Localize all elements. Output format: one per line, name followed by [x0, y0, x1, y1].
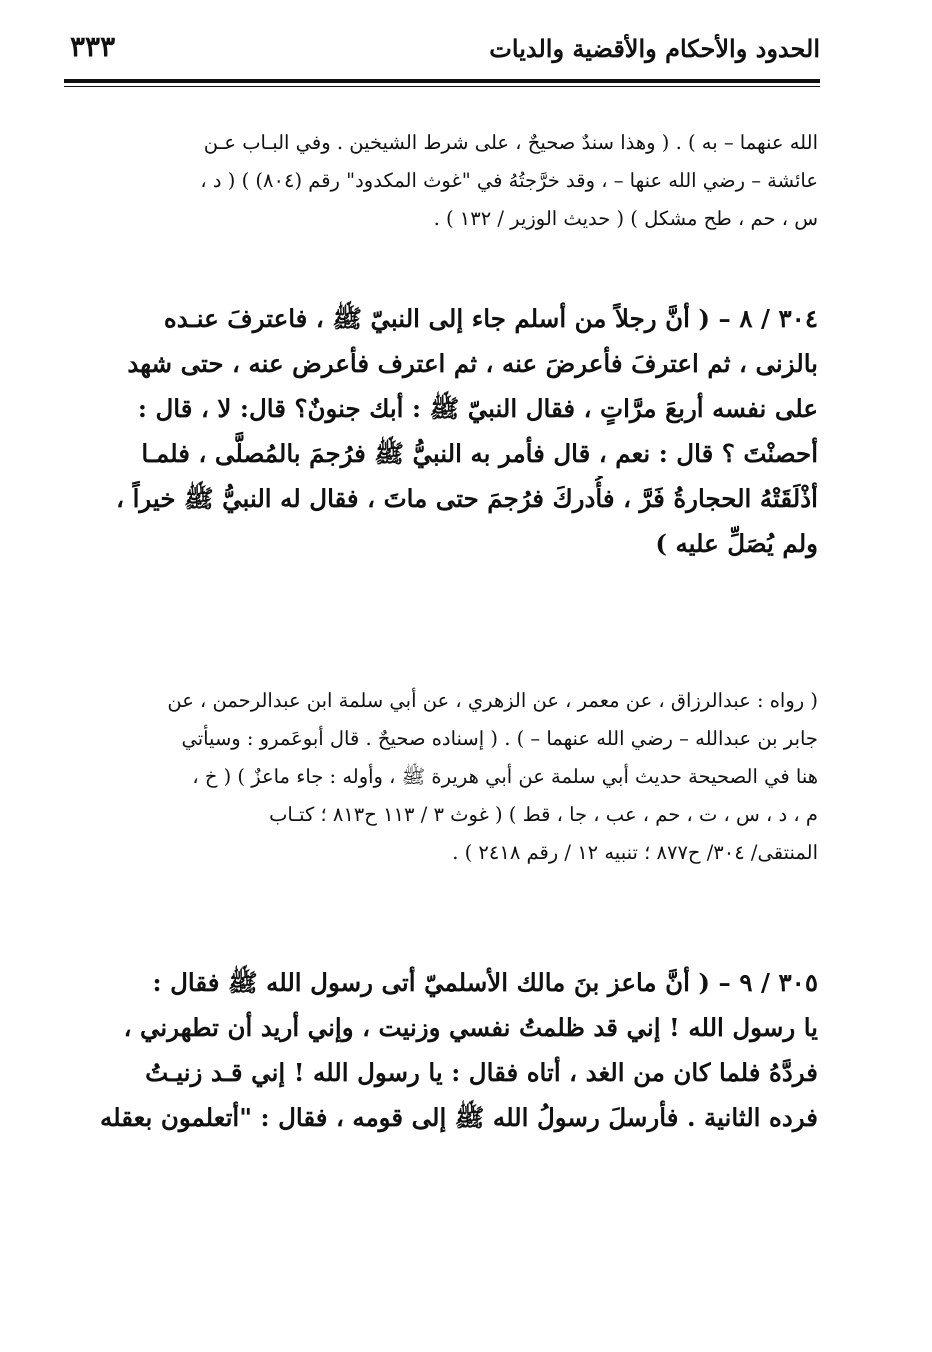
text-line: هنا في الصحيحة حديث أبي سلمة عن أبي هريرة ﷺ ، وأوله : جاء ماعزٌ ) ( خ ،: [192, 765, 818, 788]
text-line: ٣٠٤ / ٨ – ( أنَّ رجلاً من أسلم جاء إلى النبيّ ﷺ ، فاعترفَ عنـده: [163, 304, 818, 333]
text-line: على نفسه أربعَ مرَّاتٍ ، فقال النبيّ ﷺ : أبك جنونٌ؟ قال: لا ، قال :: [137, 394, 818, 423]
text-line: ( رواه : عبدالرزاق ، عن معمر ، عن الزهري ، عن أبي سلمة ابن عبدالرحمن ، عن: [167, 689, 818, 712]
text-line: المنتقى/ ٣٠٤/ ح٨٧٧ ؛ تنبيه ١٢ / رقم ٢٤١٨ ) .: [452, 841, 818, 864]
text-line: ولم يُصَلِّ عليه ): [655, 529, 818, 558]
text-line: بالزنى ، ثم اعترفَ فأعرضَ عنه ، ثم اعترف فأعرض عنه ، حتى شهد: [127, 349, 818, 378]
text-line: الله عنهما – به ) . ( وهذا سندٌ صحيحٌ ، على شرط الشيخين . وفي البـاب عـن: [203, 131, 818, 154]
text-line: أذْلَقَتْهُ الحجارةُ فَرَّ ، فأُدركَ فرُجمَ حتى ماتَ ، فقال له النبيُّ ﷺ خيراً ،: [116, 484, 818, 513]
reference-note-1: [66, 124, 818, 238]
reference-note-2: [66, 682, 818, 872]
running-header: [64, 28, 820, 76]
header-title: الحدود والأحكام والأقضية والديات: [489, 34, 820, 63]
text-line: يا رسول الله ! إني قد ظلمتُ نفسي وزنيت ، وإني أريد أن تطهرني ،: [123, 1013, 818, 1042]
text-line: ٣٠٥ / ٩ – ( أنَّ ماعز بنَ مالك الأسلميّ أتى رسول الله ﷺ فقال :: [152, 968, 818, 997]
text-line: أحصنْتَ ؟ قال : نعم ، قال فأمر به النبيُّ ﷺ فرُجمَ بالمُصلَّى ، فلمـا: [141, 439, 818, 468]
text-line: فرده الثانية . فأرسلَ رسولُ الله ﷺ إلى قومه ، فقال : "أتعلمون بعقله: [100, 1103, 818, 1132]
hadith-305: [66, 960, 818, 1140]
text-line: فردَّهُ فلما كان من الغد ، أتاه فقال : يا رسول الله ! إني قـد زنيـتُ: [145, 1058, 818, 1087]
hadith-304: [66, 296, 818, 566]
header-rule-thick: [64, 79, 820, 83]
text-line: عائشة – رضي الله عنها – ، وقد خرَّجتُهُ في "غوث المكدود" رقم (٨٠٤) ) ( د ،: [200, 169, 818, 192]
text-line: جابر بن عبدالله – رضي الله عنهما – ) . ( إسناده صحيحٌ . قال أبوعَمرو : وسيأتي: [181, 727, 818, 750]
text-line: س ، حم ، طح مشكل ) ( حديث الوزير / ١٣٢ ) .: [433, 207, 818, 230]
text-line: م ، د ، س ، ت ، حم ، عب ، جا ، قط ) ( غوث ٣ / ١١٣ ح٨١٣ ؛ كتـاب: [269, 803, 818, 826]
page-number: ٣٣٣: [70, 30, 116, 63]
header-rule-thin: [64, 86, 820, 87]
